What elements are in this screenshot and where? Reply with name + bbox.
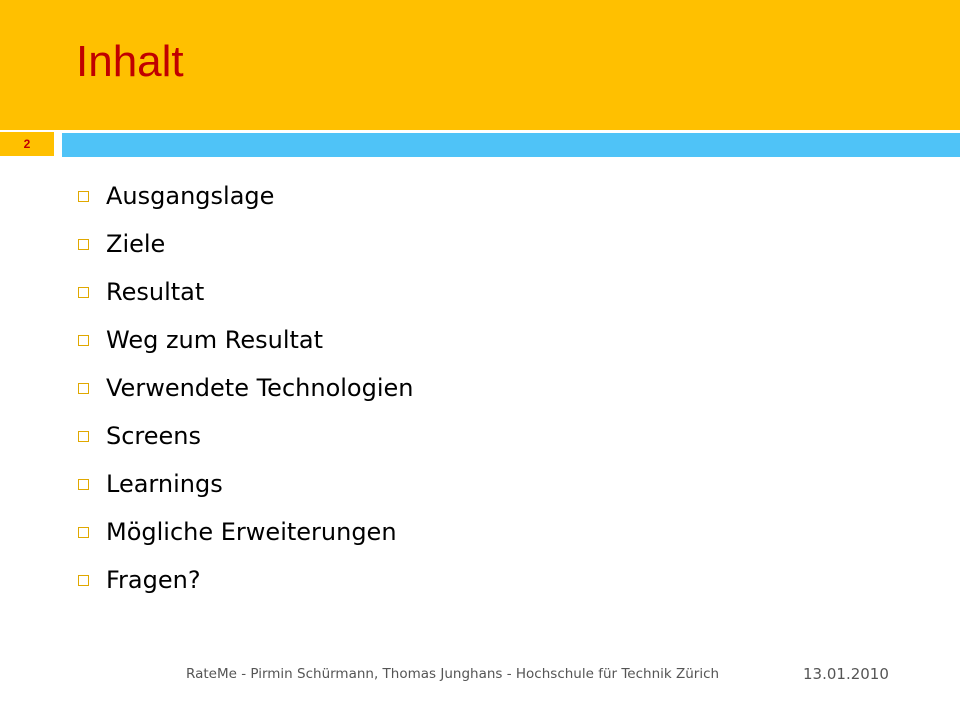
list-item-text: Learnings	[106, 470, 223, 498]
square-bullet-icon	[78, 383, 89, 394]
square-bullet-icon	[78, 479, 89, 490]
slide-title: Inhalt	[76, 37, 184, 86]
list-item-6	[78, 460, 413, 508]
page-number: 2	[23, 137, 31, 151]
square-bullet-icon	[78, 527, 89, 538]
footer-text: RateMe - Pirmin Schürmann, Thomas Junghans - Hochschule für Technik Zürich	[186, 666, 720, 682]
square-bullet-icon	[78, 239, 89, 250]
square-bullet-icon	[78, 431, 89, 442]
list-item-0	[78, 172, 413, 220]
list-item-5	[78, 412, 413, 460]
list-item-2	[78, 268, 413, 316]
square-bullet-icon	[78, 287, 89, 298]
list-item-text: Resultat	[106, 278, 205, 306]
list-item-text: Mögliche Erweiterungen	[106, 518, 397, 546]
content-list	[78, 172, 413, 604]
square-bullet-icon	[78, 335, 89, 346]
list-item-7	[78, 508, 413, 556]
list-item-text: Ausgangslage	[106, 182, 275, 210]
footer-date: 13.01.2010	[803, 665, 889, 683]
accent-bar	[62, 133, 960, 157]
list-item-text: Screens	[106, 422, 202, 450]
list-item-4	[78, 364, 413, 412]
list-item-text: Ziele	[106, 230, 166, 258]
list-item-3	[78, 316, 413, 364]
list-item-text: Weg zum Resultat	[106, 326, 324, 354]
square-bullet-icon	[78, 191, 89, 202]
list-item-8	[78, 556, 413, 604]
square-bullet-icon	[78, 575, 89, 586]
list-item-1	[78, 220, 413, 268]
list-item-text: Fragen?	[106, 566, 201, 594]
list-item-text: Verwendete Technologien	[106, 374, 414, 402]
